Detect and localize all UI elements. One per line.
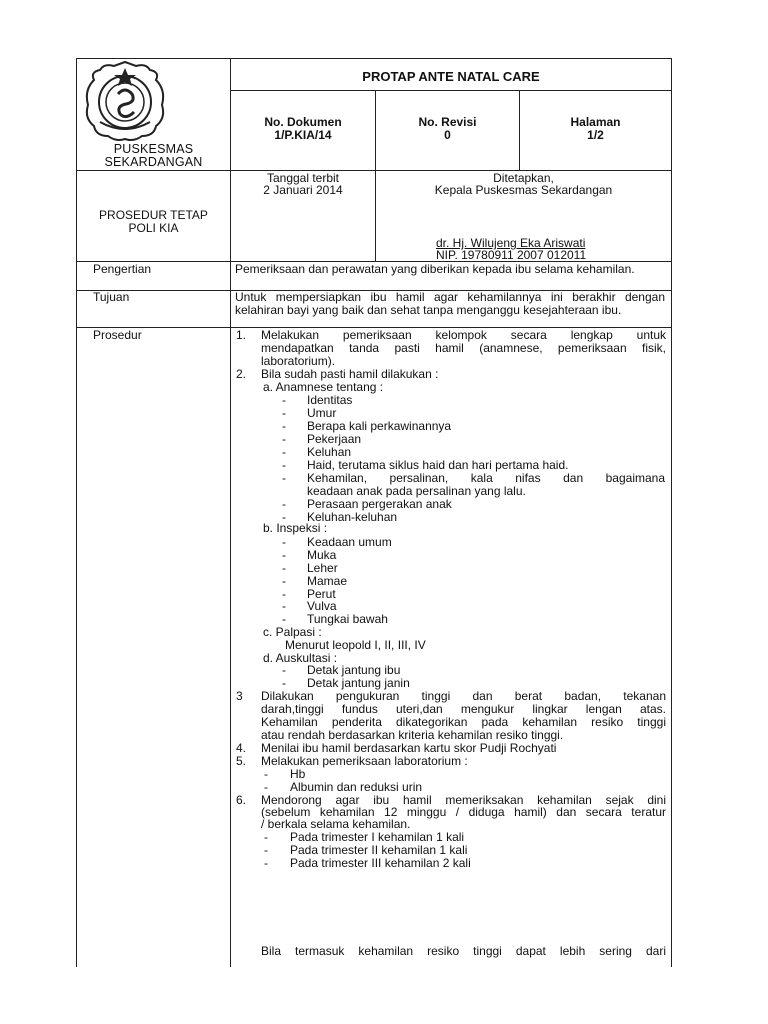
list-item: Hb (290, 767, 306, 781)
step-number: 2. (236, 367, 247, 381)
document-title: PROTAP ANTE NATAL CARE (362, 69, 540, 84)
step-number: 6. (236, 793, 247, 807)
tujuan-label: Tujuan (93, 290, 130, 304)
issue-date-label: Tanggal terbit (266, 171, 340, 185)
list-item: Umur (307, 406, 337, 420)
list-item: Perasaan pergerakan anak (307, 497, 452, 511)
step-text-line: Menilai ibu hamil berdasarkan kartu skor Pudji Rochyati (261, 741, 557, 755)
dash: - (282, 458, 286, 472)
step-number: 3 (236, 689, 243, 703)
tujuan-text: Untuk mempersiapkan ibu hamil agar kehamilannya ini berakhir dengan kelahiran bayi yang baik dan sehat tanpa menganggu kesejahteraan ibu. (235, 290, 665, 317)
procedure-title-line2: POLI KIA (128, 221, 179, 235)
dash: - (282, 587, 286, 601)
revision-label: No. Revisi (418, 115, 477, 129)
step-text-line: Melakukan pemeriksaan kelompok secara lengkap untuk (261, 328, 666, 342)
pengertian-label: Pengertian (93, 262, 152, 276)
step-number: 5. (236, 754, 247, 768)
list-item: Kehamilan, persalinan, kala nifas dan bagaimana (307, 471, 665, 485)
step-text-line: darah,tinggi fundus uteri,dan mengukur lingkar lengan atas. (261, 702, 666, 716)
list-item: Albumin dan reduksi urin (290, 780, 423, 794)
step-text-line: atau rendah berdasarkan kriteria kehamilan resiko tinggi. (261, 728, 564, 742)
dash: - (282, 676, 286, 690)
dash: - (282, 497, 286, 511)
palpasi-text: Menurut leopold I, II, III, IV (285, 638, 426, 652)
dash: - (264, 767, 268, 781)
continuation-line: Bila termasuk kehamilan resiko tinggi dapat lebih sering dari (261, 944, 666, 958)
signer-nip: NIP. 19780911 2007 012011 (436, 248, 587, 262)
step-number: 1. (236, 328, 247, 342)
list-item: Mamae (307, 574, 348, 588)
list-item: Pada trimester III kehamilan 2 kali (290, 856, 471, 870)
dash: - (282, 561, 286, 575)
list-item: Muka (307, 548, 337, 562)
dash: - (282, 406, 286, 420)
step-text-line: Kehamilan penderita dikategorikan pada kehamilan resiko tinggi (261, 715, 666, 729)
org-name-line1: PUSKESMAS (113, 142, 194, 156)
pengertian-text: Pemeriksaan dan perawatan yang diberikan kepada ibu selama kehamilan. (235, 262, 635, 276)
list-item-continuation: keadaan anak pada persalinan yang lalu. (307, 484, 526, 498)
list-item: Pada trimester I kehamilan 1 kali (290, 830, 465, 844)
list-item: Berapa kali perkawinannya (307, 419, 452, 433)
list-item: Tungkai bawah (307, 612, 388, 626)
list-item: Identitas (307, 393, 353, 407)
dash: - (264, 843, 268, 857)
dash: - (282, 393, 286, 407)
dash: - (282, 510, 286, 524)
list-item: Keluhan (307, 445, 352, 459)
dash: - (264, 830, 268, 844)
dash: - (282, 419, 286, 433)
step-number: 4. (236, 741, 247, 755)
list-item: Haid, terutama siklus haid dan hari pertama haid. (307, 458, 569, 472)
step-text-line: Dilakukan pengukuran tinggi dan berat badan, tekanan (261, 689, 666, 703)
page-label: Halaman (570, 115, 621, 129)
list-item: Vulva (307, 599, 337, 613)
sub-heading-auskultasi: d. Auskultasi : (263, 651, 338, 665)
step-text-line: Bila sudah pasti hamil dilakukan : (261, 367, 439, 381)
sub-heading-palpasi: c. Palpasi : (263, 625, 322, 639)
puskesmas-logo (80, 60, 170, 142)
list-item: Detak jantung ibu (307, 663, 401, 677)
dash: - (282, 612, 286, 626)
prosedur-label: Prosedur (93, 328, 142, 342)
revision-value: 0 (444, 128, 451, 142)
step-text-line: mendapatkan tanda pasti hamil (anamnese, pemeriksaan fisik, (261, 341, 666, 355)
step-text-line: / berkala selama kehamilan. (261, 817, 411, 831)
procedure-title-line1: PROSEDUR TETAP (99, 208, 208, 222)
dash: - (282, 432, 286, 446)
dash: - (282, 548, 286, 562)
signer-name: dr. Hj. Wilujeng Eka Ariswati (436, 236, 586, 250)
org-name-line2: SEKARDANGAN (104, 155, 203, 169)
dash: - (264, 780, 268, 794)
approved-line2: Kepala Puskesmas Sekardangan (434, 183, 613, 197)
dash: - (282, 445, 286, 459)
dash: - (282, 599, 286, 613)
step-text-line: Mendorong agar ibu hamil memeriksakan kehamilan sejak dini (261, 793, 666, 807)
list-item: Keadaan umum (307, 535, 392, 549)
dash: - (282, 471, 286, 485)
doc-number-label: No. Dokumen (264, 115, 342, 129)
list-item: Pada trimester II kehamilan 1 kali (290, 843, 468, 857)
prosedur-label-cell (76, 327, 231, 967)
list-item: Pekerjaan (307, 432, 362, 446)
list-item: Leher (307, 561, 338, 575)
doc-number-value: 1/P.KIA/14 (274, 128, 332, 142)
step-text-line: laboratorium). (261, 354, 336, 368)
issue-date-value: 2 Januari 2014 (263, 183, 343, 197)
dash: - (282, 535, 286, 549)
approved-line1: Ditetapkan, (493, 171, 554, 185)
list-item: Detak jantung janin (307, 676, 410, 690)
page-value: 1/2 (587, 128, 604, 142)
dash: - (264, 856, 268, 870)
step-text-line: (sebelum kehamilan 12 minggu / diduga hamil) dan secara teratur (261, 805, 666, 819)
list-item: Perut (307, 587, 336, 601)
dash: - (282, 574, 286, 588)
sub-heading-anamnese: a. Anamnese tentang : (263, 380, 384, 394)
dash: - (282, 663, 286, 677)
step-text-line: Melakukan pemeriksaan laboratorium : (261, 754, 468, 768)
sub-heading-inspeksi: b. Inspeksi : (263, 521, 328, 535)
list-item: Keluhan-keluhan (307, 510, 398, 524)
